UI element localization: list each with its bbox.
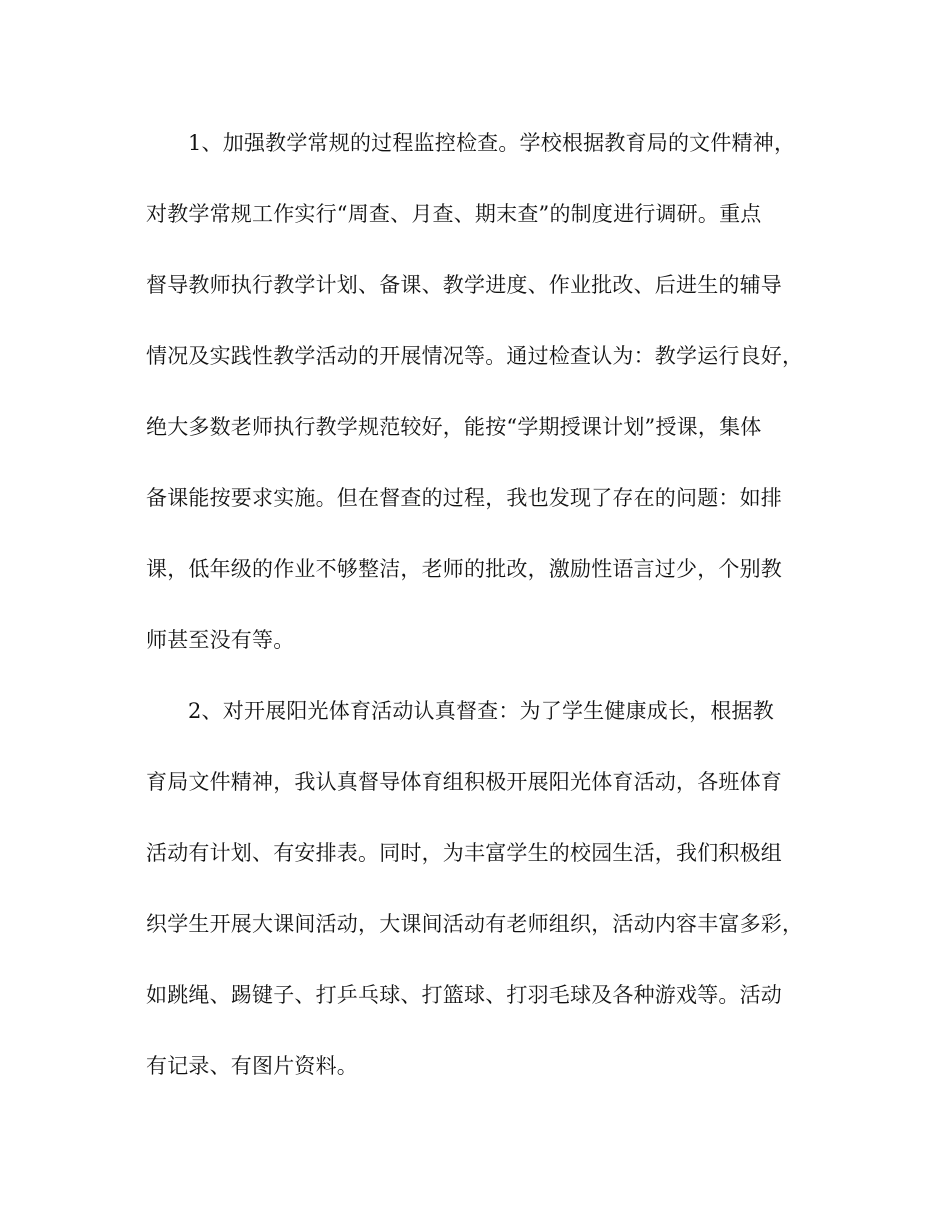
paragraph-1-line-4: 情况及实践性教学活动的开展情况等。通过检查认为：教学运行良好， [146, 344, 804, 368]
paragraph-2-line-2: 育局文件精神，我认真督导体育组积极开展阳光体育活动，各班体育 [146, 770, 782, 794]
paragraph-2-line-5: 如跳绳、踢键子、打乒乓球、打篮球、打羽毛球及各种游戏等。活动 [146, 983, 782, 1007]
paragraph-1-line-1: 1、加强教学常规的过程监控检查。学校根据教育局的文件精神， [188, 131, 796, 155]
paragraph-1-line-6: 备课能按要求实施。但在督查的过程，我也发现了存在的问题：如排 [146, 486, 782, 510]
paragraph-1-line-2: 对教学常规工作实行“周查、月查、期末查”的制度进行调研。重点 [146, 202, 762, 226]
paragraph-1-line-8: 师甚至没有等。 [146, 628, 295, 652]
paragraph-2-line-4: 织学生开展大课间活动，大课间活动有老师组织，活动内容丰富多彩， [146, 912, 804, 936]
paragraph-1-line-3: 督导教师执行教学计划、备课、教学进度、作业批改、后进生的辅导 [146, 273, 782, 297]
paragraph-2-line-6: 有记录、有图片资料。 [146, 1054, 358, 1078]
paragraph-1-line-7: 课，低年级的作业不够整洁，老师的批改，激励性语言过少，个别教 [146, 557, 782, 581]
paragraph-2-line-3: 活动有计划、有安排表。同时，为丰富学生的校园生活，我们积极组 [146, 841, 782, 865]
paragraph-2-line-1: 2、对开展阳光体育活动认真督查：为了学生健康成长，根据教 [188, 699, 774, 723]
paragraph-1-line-5: 绝大多数老师执行教学规范较好，能按“学期授课计划”授课，集体 [146, 415, 762, 439]
